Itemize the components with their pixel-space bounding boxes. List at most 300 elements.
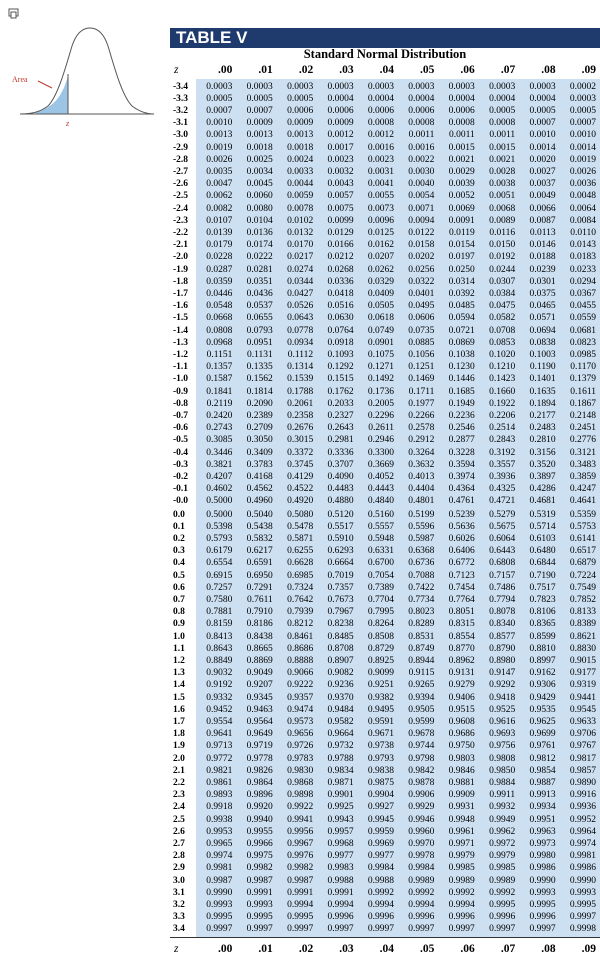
probability-cell: 0.9948	[448, 814, 475, 825]
probability-cell: 0.4090	[327, 472, 354, 483]
probability-cell: 0.0113	[529, 228, 556, 239]
probability-cell: 0.9997	[529, 924, 556, 934]
probability-cell: 0.0080	[246, 204, 273, 215]
probability-cell: 0.6064	[489, 533, 516, 544]
probability-cell: 0.0064	[569, 204, 596, 215]
probability-cell: 0.0559	[569, 313, 596, 324]
probability-cell: 0.0033	[287, 167, 314, 178]
probability-cell: 0.1814	[246, 387, 273, 398]
z-value: 1.3	[173, 667, 185, 678]
probability-cell: 0.1190	[529, 362, 556, 373]
probability-cell: 0.7324	[287, 582, 314, 593]
probability-cell: 0.0418	[327, 289, 354, 300]
probability-cell: 0.9997	[448, 924, 475, 934]
probability-cell: 0.0078	[287, 204, 314, 215]
probability-cell: 0.9996	[448, 912, 475, 922]
probability-cell: 0.0023	[367, 155, 394, 166]
probability-cell: 0.9474	[287, 704, 314, 715]
probability-cell: 0.0004	[448, 94, 475, 104]
probability-cell: 0.3264	[408, 448, 435, 459]
z-value: -1.7	[173, 289, 189, 300]
probability-cell: 0.6217	[246, 545, 273, 556]
probability-cell: 0.9066	[287, 667, 314, 678]
table-row	[170, 850, 600, 862]
table-row	[170, 716, 600, 728]
probability-cell: 0.9772	[206, 753, 233, 764]
probability-cell: 0.0010	[206, 118, 233, 128]
probability-cell: 0.4681	[529, 496, 556, 507]
probability-cell: 0.3015	[287, 435, 314, 446]
probability-cell: 0.9981	[569, 850, 596, 861]
probability-cell: 0.9115	[408, 667, 435, 678]
probability-cell: 0.0212	[327, 252, 354, 263]
probability-cell: 0.7852	[569, 594, 596, 605]
probability-cell: 0.4960	[246, 496, 273, 507]
probability-cell: 0.9625	[529, 716, 556, 727]
table-row	[170, 178, 600, 190]
probability-cell: 0.8643	[206, 643, 233, 654]
probability-cell: 0.9960	[408, 826, 435, 837]
probability-cell: 0.2877	[448, 435, 475, 446]
row-group	[170, 629, 600, 693]
z-value: 1.7	[173, 716, 185, 727]
table-row	[170, 667, 600, 679]
probability-cell: 0.2743	[206, 423, 233, 434]
probability-cell: 0.0096	[367, 216, 394, 227]
probability-cell: 0.6179	[206, 545, 233, 556]
probability-cell: 0.9927	[367, 801, 394, 812]
probability-cell: 0.9943	[327, 814, 354, 825]
z-value: 0.9	[173, 618, 185, 629]
probability-cell: 0.0643	[287, 313, 314, 324]
z-value: 0.6	[173, 582, 185, 593]
footer-col-3: .03	[339, 943, 354, 955]
probability-cell: 0.8907	[327, 655, 354, 666]
probability-cell: 0.0013	[246, 130, 273, 140]
z-value: 2.2	[173, 777, 185, 788]
probability-cell: 0.9985	[489, 862, 516, 873]
probability-cell: 0.0018	[287, 143, 314, 154]
table-row	[170, 606, 600, 618]
probability-cell: 0.0129	[327, 228, 354, 239]
probability-cell: 0.7642	[287, 594, 314, 605]
probability-cell: 0.2776	[569, 435, 596, 446]
table-row	[170, 215, 600, 227]
probability-cell: 0.0885	[408, 338, 435, 349]
table-row	[170, 911, 600, 923]
probability-cell: 0.9994	[287, 900, 314, 910]
probability-cell: 0.8997	[529, 655, 556, 666]
z-value: -1.4	[173, 326, 189, 337]
probability-cell: 0.9969	[367, 838, 394, 849]
probability-cell: 0.0359	[206, 277, 233, 288]
table-row	[170, 887, 600, 899]
probability-cell: 0.7357	[327, 582, 354, 593]
probability-cell: 0.0002	[569, 82, 596, 92]
probability-cell: 0.9890	[569, 777, 596, 788]
probability-cell: 0.3669	[367, 460, 394, 471]
probability-cell: 0.9918	[206, 801, 233, 812]
probability-cell: 0.9761	[529, 740, 556, 751]
z-value: 2.8	[173, 850, 185, 861]
probability-cell: 0.9966	[246, 838, 273, 849]
z-value: -0.9	[173, 387, 189, 398]
probability-cell: 0.0436	[246, 289, 273, 300]
probability-cell: 0.9082	[327, 667, 354, 678]
probability-cell: 0.9978	[408, 850, 435, 861]
probability-cell: 0.9941	[287, 814, 314, 825]
probability-cell: 0.9959	[367, 826, 394, 837]
probability-cell: 0.0094	[408, 216, 435, 227]
probability-cell: 0.9484	[327, 704, 354, 715]
probability-cell: 0.1131	[247, 350, 273, 361]
probability-cell: 0.9854	[529, 765, 556, 776]
probability-cell: 0.1469	[408, 374, 435, 385]
probability-cell: 0.0045	[246, 179, 273, 190]
probability-cell: 0.7967	[327, 606, 354, 617]
probability-cell: 0.4247	[569, 484, 596, 495]
row-group	[170, 507, 600, 571]
probability-cell: 0.1762	[327, 387, 354, 398]
probability-cell: 0.9977	[367, 850, 394, 861]
probability-cell: 0.8708	[327, 643, 354, 654]
probability-cell: 0.9996	[327, 912, 354, 922]
probability-cell: 0.2236	[448, 411, 475, 422]
probability-cell: 0.0735	[408, 326, 435, 337]
probability-cell: 0.9706	[569, 728, 596, 739]
z-value: -1.5	[173, 313, 189, 324]
probability-cell: 0.0019	[569, 155, 596, 166]
probability-cell: 0.5080	[287, 509, 314, 520]
probability-cell: 0.0146	[529, 240, 556, 251]
probability-cell: 0.5319	[529, 509, 556, 520]
probability-cell: 0.9236	[327, 679, 354, 690]
probability-cell: 0.9564	[246, 716, 273, 727]
probability-cell: 0.0007	[206, 106, 233, 116]
row-group	[170, 751, 600, 815]
probability-cell: 0.0228	[206, 252, 233, 263]
table-row	[170, 483, 600, 495]
table-row	[170, 631, 600, 643]
z-value: 1.1	[173, 643, 185, 654]
probability-cell: 0.9554	[206, 716, 233, 727]
table-row	[170, 276, 600, 288]
probability-cell: 0.9868	[287, 777, 314, 788]
probability-cell: 0.3859	[569, 472, 596, 483]
z-value: -3.0	[173, 130, 189, 140]
probability-cell: 0.1003	[529, 350, 556, 361]
probability-cell: 0.0005	[206, 94, 233, 104]
probability-cell: 0.4801	[408, 496, 435, 507]
probability-cell: 0.9996	[489, 912, 516, 922]
probability-cell: 0.0003	[246, 82, 273, 92]
probability-cell: 0.8133	[569, 606, 596, 617]
probability-cell: 0.0934	[287, 338, 314, 349]
row-group	[170, 568, 600, 632]
probability-cell: 0.0749	[367, 326, 394, 337]
probability-cell: 0.6985	[287, 570, 314, 581]
probability-cell: 0.9993	[206, 900, 233, 910]
probability-cell: 0.9545	[569, 704, 596, 715]
probability-cell: 0.8925	[367, 655, 394, 666]
probability-cell: 0.9904	[367, 789, 394, 800]
z-value: -2.4	[173, 204, 189, 215]
probability-cell: 0.8413	[206, 631, 233, 642]
probability-cell: 0.4721	[489, 496, 516, 507]
probability-cell: 0.4840	[367, 496, 394, 507]
z-value: 2.7	[173, 838, 185, 849]
probability-cell: 0.0179	[206, 240, 233, 251]
probability-cell: 0.0537	[246, 301, 273, 312]
probability-cell: 0.5753	[569, 521, 596, 532]
probability-cell: 0.0022	[408, 155, 435, 166]
probability-cell: 0.9664	[327, 728, 354, 739]
probability-cell: 0.9357	[287, 692, 314, 703]
probability-cell: 0.2177	[529, 411, 556, 422]
probability-cell: 0.3228	[448, 448, 475, 459]
probability-cell: 0.0630	[327, 313, 354, 324]
probability-cell: 0.9970	[408, 838, 435, 849]
probability-cell: 0.5948	[367, 533, 394, 544]
probability-cell: 0.3483	[569, 460, 596, 471]
probability-cell: 0.9850	[489, 765, 516, 776]
probability-cell: 0.4641	[569, 496, 596, 507]
probability-cell: 0.2546	[448, 423, 475, 434]
probability-cell: 0.0003	[408, 82, 435, 92]
probability-cell: 0.5239	[448, 509, 475, 520]
header-col-0: .00	[218, 64, 233, 76]
z-value: -2.5	[173, 191, 189, 202]
probability-cell: 0.7580	[206, 594, 233, 605]
probability-cell: 0.9995	[489, 900, 516, 910]
probability-cell: 0.0694	[529, 326, 556, 337]
probability-cell: 0.0034	[246, 167, 273, 178]
probability-cell: 0.9979	[448, 850, 475, 861]
z-value: 0.1	[173, 521, 185, 532]
probability-cell: 0.5832	[246, 533, 273, 544]
table-row	[170, 459, 600, 471]
table-row	[170, 105, 600, 117]
probability-cell: 0.0054	[408, 191, 435, 202]
probability-cell: 0.9441	[569, 692, 596, 703]
probability-cell: 0.0010	[529, 130, 556, 140]
probability-cell: 0.9686	[448, 728, 475, 739]
probability-cell: 0.0808	[206, 326, 233, 337]
probability-cell: 0.0869	[448, 338, 475, 349]
probability-cell: 0.9988	[367, 876, 394, 886]
probability-cell: 0.9997	[206, 924, 233, 934]
probability-cell: 0.6141	[569, 533, 596, 544]
probability-cell: 0.0668	[206, 313, 233, 324]
probability-cell: 0.2148	[569, 411, 596, 422]
probability-cell: 0.7995	[367, 606, 394, 617]
probability-cell: 0.8438	[246, 631, 273, 642]
probability-cell: 0.8051	[448, 606, 475, 617]
probability-cell: 0.7734	[408, 594, 435, 605]
probability-cell: 0.9821	[206, 765, 233, 776]
probability-cell: 0.9997	[569, 912, 596, 922]
probability-cell: 0.8665	[246, 643, 273, 654]
table-row	[170, 93, 600, 105]
probability-cell: 0.9788	[327, 753, 354, 764]
probability-cell: 0.8790	[489, 643, 516, 654]
probability-cell: 0.9985	[448, 862, 475, 873]
z-value: -0.0	[173, 496, 189, 507]
probability-cell: 0.1635	[529, 387, 556, 398]
probability-cell: 0.0125	[367, 228, 394, 239]
probability-cell: 0.0004	[367, 94, 394, 104]
probability-cell: 0.3121	[569, 448, 596, 459]
probability-cell: 0.0035	[206, 167, 233, 178]
z-label: z	[66, 119, 70, 128]
probability-cell: 0.9599	[408, 716, 435, 727]
probability-cell: 0.0107	[206, 216, 233, 227]
z-value: 2.6	[173, 826, 185, 837]
footer-col-0: .00	[218, 943, 233, 955]
probability-cell: 0.0014	[529, 143, 556, 154]
table-row	[170, 777, 600, 789]
probability-cell: 0.9989	[408, 876, 435, 886]
table-row	[170, 655, 600, 667]
probability-cell: 0.0287	[206, 265, 233, 276]
probability-cell: 0.9973	[529, 838, 556, 849]
table-heading: Standard Normal Distribution	[303, 47, 467, 61]
probability-cell: 0.0011	[449, 130, 475, 140]
probability-cell: 0.0091	[448, 216, 475, 227]
table-row	[170, 643, 600, 655]
probability-cell: 0.9986	[529, 862, 556, 873]
probability-cell: 0.9995	[529, 900, 556, 910]
probability-cell: 0.1075	[367, 350, 394, 361]
probability-cell: 0.2090	[246, 399, 273, 410]
probability-cell: 0.7704	[367, 594, 394, 605]
probability-cell: 0.0051	[489, 191, 516, 202]
probability-cell: 0.8289	[408, 618, 435, 629]
probability-cell: 0.1492	[367, 374, 394, 385]
probability-cell: 0.7224	[569, 570, 596, 581]
probability-cell: 0.9875	[367, 777, 394, 788]
probability-cell: 0.0069	[448, 204, 475, 215]
probability-cell: 0.0007	[246, 106, 273, 116]
probability-cell: 0.9495	[367, 704, 394, 715]
probability-cell: 0.9997	[408, 924, 435, 934]
probability-cell: 0.2611	[368, 423, 394, 434]
probability-cell: 0.0012	[367, 130, 394, 140]
header-col-3: .03	[339, 64, 354, 76]
z-value: -3.3	[173, 94, 189, 104]
probability-cell: 0.1867	[569, 399, 596, 410]
probability-cell: 0.0013	[206, 130, 233, 140]
probability-cell: 0.1894	[529, 399, 556, 410]
probability-cell: 0.7673	[327, 594, 354, 605]
probability-cell: 0.9992	[489, 888, 516, 898]
footer-rule	[170, 937, 600, 938]
footer-col-7: .07	[500, 943, 516, 955]
table-row	[170, 81, 600, 93]
probability-cell: 0.5279	[489, 509, 516, 520]
probability-cell: 0.7517	[529, 582, 556, 593]
probability-cell: 0.7088	[408, 570, 435, 581]
probability-cell: 0.7257	[206, 582, 233, 593]
z-value: -2.6	[173, 179, 189, 190]
probability-cell: 0.5987	[408, 533, 435, 544]
probability-cell: 0.1335	[246, 362, 273, 373]
probability-cell: 0.3156	[529, 448, 556, 459]
probability-cell: 0.0073	[367, 204, 394, 215]
probability-cell: 0.1788	[287, 387, 314, 398]
probability-cell: 0.0006	[408, 106, 435, 116]
probability-cell: 0.3520	[529, 460, 556, 471]
header-col-2: .02	[298, 64, 314, 76]
probability-cell: 0.0455	[569, 301, 596, 312]
row-group	[170, 79, 600, 143]
probability-cell: 0.0027	[529, 167, 556, 178]
probability-cell: 0.4602	[206, 484, 233, 495]
probability-cell: 0.9515	[448, 704, 475, 715]
probability-cell: 0.0062	[206, 191, 233, 202]
table-row	[170, 410, 600, 422]
probability-cell: 0.8485	[327, 631, 354, 642]
z-value: 1.4	[173, 679, 185, 690]
probability-cell: 0.0764	[327, 326, 354, 337]
probability-cell: 0.0351	[246, 277, 273, 288]
probability-cell: 0.0040	[408, 179, 435, 190]
probability-cell: 0.9990	[569, 876, 596, 886]
table-row	[170, 704, 600, 716]
probability-cell: 0.3821	[206, 460, 233, 471]
probability-cell: 0.0023	[327, 155, 354, 166]
probability-cell: 0.8159	[206, 618, 233, 629]
shaded-area	[36, 76, 68, 114]
table-row	[170, 753, 600, 765]
probability-cell: 0.8554	[448, 631, 475, 642]
probability-cell: 0.3050	[246, 435, 273, 446]
probability-cell: 0.6103	[529, 533, 556, 544]
probability-cell: 0.9991	[327, 888, 354, 898]
probability-cell: 0.9976	[287, 850, 314, 861]
probability-cell: 0.0250	[448, 265, 475, 276]
probability-cell: 0.9989	[489, 876, 516, 886]
probability-cell: 0.0823	[569, 338, 596, 349]
probability-cell: 0.8830	[569, 643, 596, 654]
probability-cell: 0.1020	[489, 350, 516, 361]
probability-cell: 0.0192	[489, 252, 516, 263]
probability-cell: 0.9992	[367, 888, 394, 898]
probability-cell: 0.8980	[489, 655, 516, 666]
normal-curve-figure	[6, 16, 154, 128]
probability-cell: 0.2946	[367, 435, 394, 446]
probability-cell: 0.4325	[489, 484, 516, 495]
probability-cell: 0.0162	[367, 240, 394, 251]
probability-cell: 0.1056	[408, 350, 435, 361]
probability-cell: 0.0618	[367, 313, 394, 324]
probability-cell: 0.5636	[448, 521, 475, 532]
probability-cell: 0.0004	[408, 94, 435, 104]
probability-cell: 0.0018	[246, 143, 273, 154]
probability-cell: 0.0048	[569, 191, 596, 202]
footer-col-4: .04	[379, 943, 394, 955]
probability-cell: 0.0009	[327, 118, 354, 128]
probability-cell: 0.0485	[448, 301, 475, 312]
probability-cell: 0.0336	[327, 277, 354, 288]
table-row	[170, 765, 600, 777]
row-group	[170, 140, 600, 204]
probability-cell: 0.6554	[206, 557, 233, 568]
probability-cell: 0.9808	[489, 753, 516, 764]
probability-cell: 0.1711	[408, 387, 435, 398]
probability-cell: 0.0838	[529, 338, 556, 349]
probability-cell: 0.9996	[367, 912, 394, 922]
